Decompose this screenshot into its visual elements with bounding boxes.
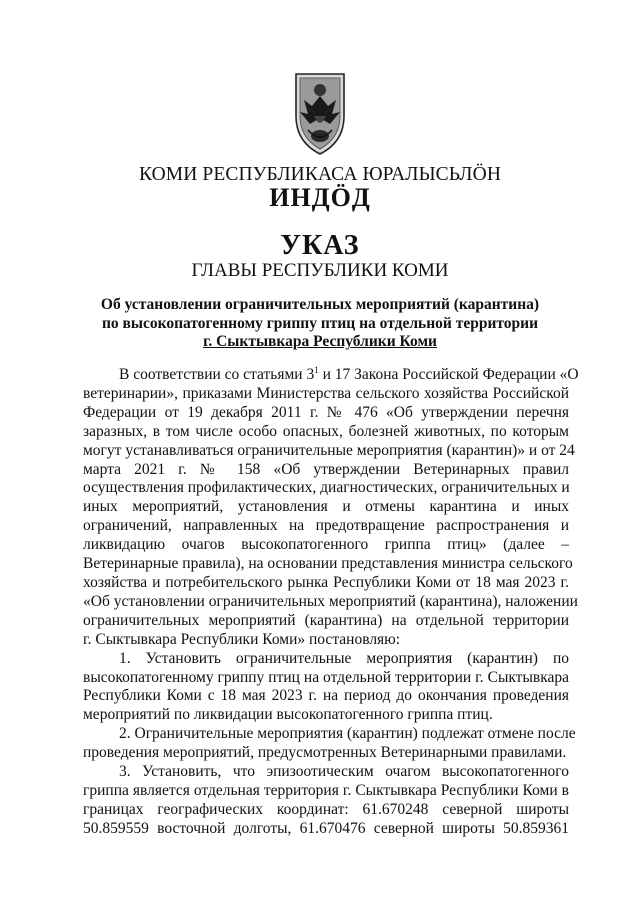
paragraph-item-1 [83, 650, 569, 726]
text-line: мероприятий по ликвидации высокопатогенного гриппа птиц. [83, 706, 493, 724]
superscript: 1 [314, 364, 319, 375]
text-line: ликвидацию очагов высокопатогенного гриппа птиц» (далее – [83, 536, 569, 554]
text-line: г. Сыктывкара Республики Коми» постановляю: [83, 630, 401, 648]
title-line: по высокопатогенному гриппу птиц на отдельной территории [101, 314, 539, 332]
text-line: иных мероприятий, установления и отмены карантина и иных [83, 498, 569, 516]
decree-issuer: ГЛАВЫ РЕСПУБЛИКИ КОМИ [191, 260, 449, 281]
text-line: хозяйства и потребительского рынка Республики Коми от 18 мая 2023 г. [83, 573, 569, 591]
text-line: могут устанавливаться ограничительные мероприятия (карантин)» и от 24 [83, 441, 575, 459]
text-line: 1. Установить ограничительные мероприятия (карантин) по [119, 649, 569, 667]
paragraph-item-2 [83, 725, 576, 763]
text-line: ограничений, направленных на предотвращение распространения и [83, 517, 569, 535]
text-fragment: В соответствии со статьями 3 [119, 366, 315, 383]
text-line: марта 2021 г. № 158 «Об утверждении Ветеринарных правил [83, 460, 569, 478]
decree-body [83, 364, 579, 839]
text-fragment: и 17 Закона Российской Федерации «О [318, 366, 579, 383]
title-line: Об установлении ограничительных мероприятий (карантина) [100, 296, 540, 313]
decree-heading: УКАЗ [280, 230, 360, 261]
text-line: Ветеринарные правила), на основании представления министра сельского [83, 555, 573, 573]
text-line: Федерации от 19 декабря 2011 г. № 476 «Об утверждении перечня [83, 403, 569, 421]
text-line: осуществления профилактических, диагностических, ограничительных и [83, 479, 570, 497]
text-line: «Об установлении ограничительных мероприятий (карантина), наложении [83, 592, 578, 610]
text-line: Республики Коми с 18 мая 2023 г. на период до окончания проведения [83, 687, 569, 705]
text-line: 3. Установить, что эпизоотическим очагом высокопатогенного [119, 763, 569, 781]
text-line: заразных, в том числе особо опасных, болезней животных, по которым [83, 422, 569, 440]
text-line: ограничительных мероприятий (карантина) на отдельной территории [83, 611, 569, 629]
paragraph-item-3 [83, 763, 569, 839]
text-line: 2. Ограничительные мероприятия (карантин) подлежат отмене после [119, 725, 576, 743]
text-line: гриппа является отдельная территория г. Сыктывкара Республики Коми в [83, 781, 569, 799]
paragraph-preamble [83, 364, 579, 650]
text-line: высокопатогенному гриппу птиц на отдельной территории г. Сыктывкара [83, 668, 569, 686]
komi-coat-of-arms-icon [290, 70, 350, 158]
decree-title [80, 296, 560, 352]
text-line: ветеринарии», приказами Министерства сельского хозяйства Российской [83, 384, 569, 402]
decree-heading-komi: ИНДÖД [269, 183, 371, 212]
title-line: г. Сыктывкара Республики Коми [203, 333, 437, 350]
text-line: 50.859559 восточной долготы, 61.670476 северной широты 50.859361 [83, 819, 569, 837]
text-line: проведения мероприятий, предусмотренных Ветеринарными правилами. [83, 744, 567, 762]
text-line [83, 364, 579, 385]
republic-heading-komi: КОМИ РЕСПУБЛИКАСА ЮРАЛЫСЬЛÖН [139, 164, 501, 185]
text-line: границах географических координат: 61.670248 северной широты [83, 800, 569, 818]
